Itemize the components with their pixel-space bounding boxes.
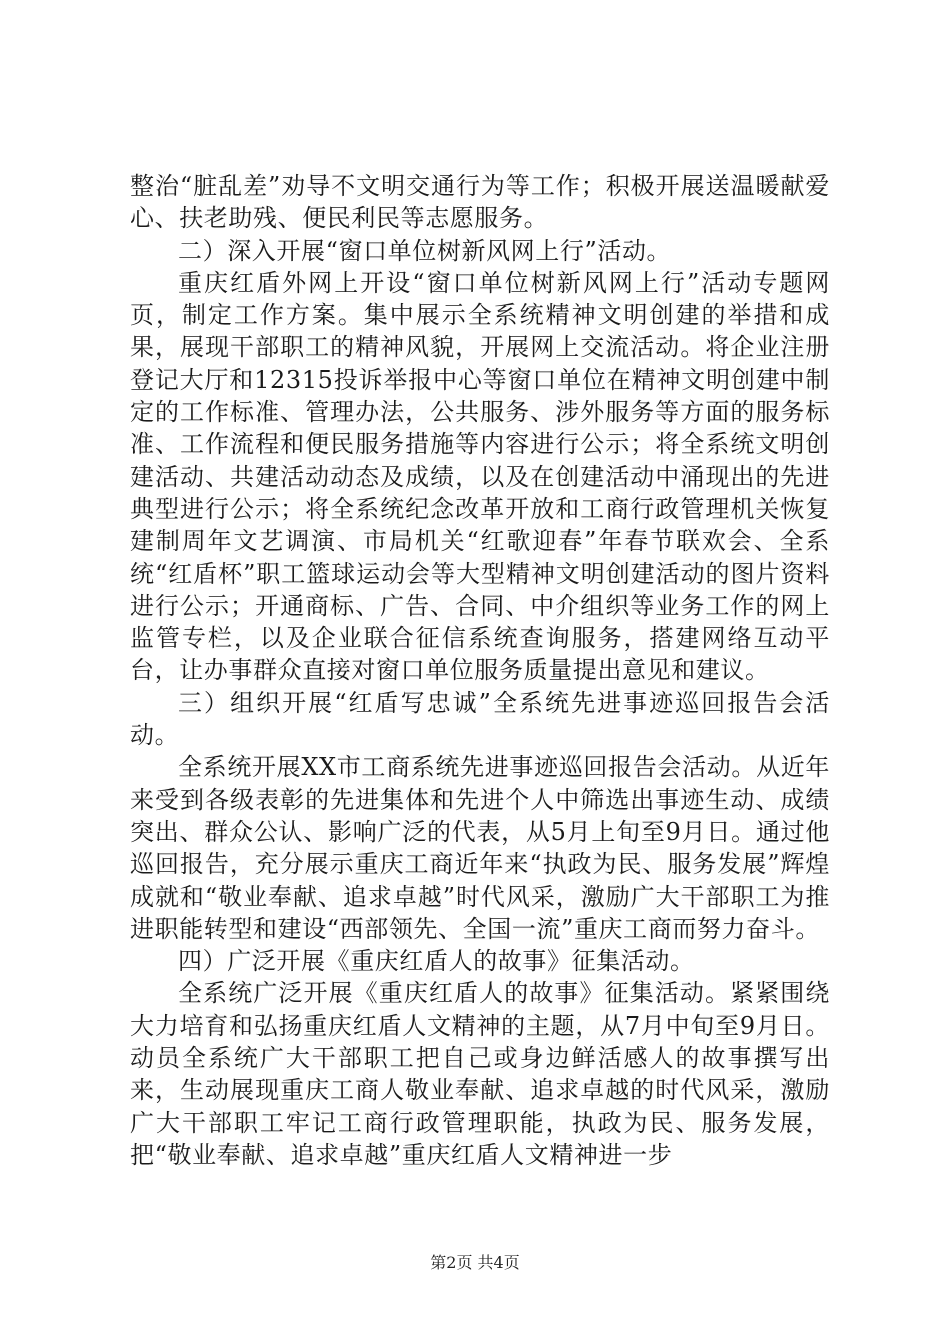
paragraph-4-heading: 三）组织开展“红盾写忠诚”全系统先进事迹巡回报告会活动。 [130, 688, 830, 750]
paragraph-5: 全系统开展XX市工商系统先进事迹巡回报告会活动。从近年来受到各级表彰的先进集体和先进个人中筛选出事迹生动、成绩突出、群众公认、影响广泛的代表，从5月上旬至9月日。通过他巡回报告，充分展示重庆工商近年来“执政为民、服务发展”辉煌成就和“敬业奉献、追求卓越”时代风采，激励广大干部职工为推进职能转型和建设“西部领先、全国一流”重庆工商而努力奋斗。 [130, 753, 830, 943]
paragraph-3: 重庆红盾外网上开设“窗口单位树新风网上行”活动专题网页，制定工作方案。集中展示全系统精神文明创建的举措和成果，展现干部职工的精神风貌，开展网上交流活动。将企业注册登记大厅和12315投诉举报中心等窗口单位在精神文明创建中制定的工作标准、管理办法，公共服务、涉外服务等方面的服务标准、工作流程和便民服务措施等内容进行公示；将全系统文明创建活动、共建活动动态及成绩，以及在创建活动中涌现出的先进典型进行公示；将全系统纪念改革开放和工商行政管理机关恢复建制周年文艺调演、市局机关“红歌迎春”年春节联欢会、全系统“红盾杯”职工篮球运动会等大型精神文明创建活动的图片资料进行公示；开通商标、广告、合同、中介组织等业务工作的网上监管专栏，以及企业联合征信系统查询服务，搭建网络互动平台，让办事群众直接对窗口单位服务质量提出意见和建议。 [130, 268, 830, 685]
paragraph-7: 全系统广泛开展《重庆红盾人的故事》征集活动。紧紧围绕大力培育和弘扬重庆红盾人文精神的主题，从7月中旬至9月日。动员全系统广大干部职工把自己或身边鲜活感人的故事撰写出来，生动展现重庆工商人敬业奉献、追求卓越的时代风采，激励广大干部职工牢记工商行政管理职能，执政为民、服务发展，把“敬业奉献、追求卓越”重庆红盾人文精神进一步 [130, 979, 830, 1169]
paragraph-6-heading: 四）广泛开展《重庆红盾人的故事》征集活动。 [178, 947, 695, 976]
document-body [130, 170, 830, 1171]
paragraph-1: 整治“脏乱差”劝导不文明交通行为等工作；积极开展送温暖献爱心、扶老助残、便民利民等志愿服务。 [130, 172, 830, 233]
paragraph-2-heading: 二）深入开展“窗口单位树新风网上行”活动。 [178, 236, 672, 265]
page-number-footer: 第2页 共4页 [430, 1253, 520, 1272]
